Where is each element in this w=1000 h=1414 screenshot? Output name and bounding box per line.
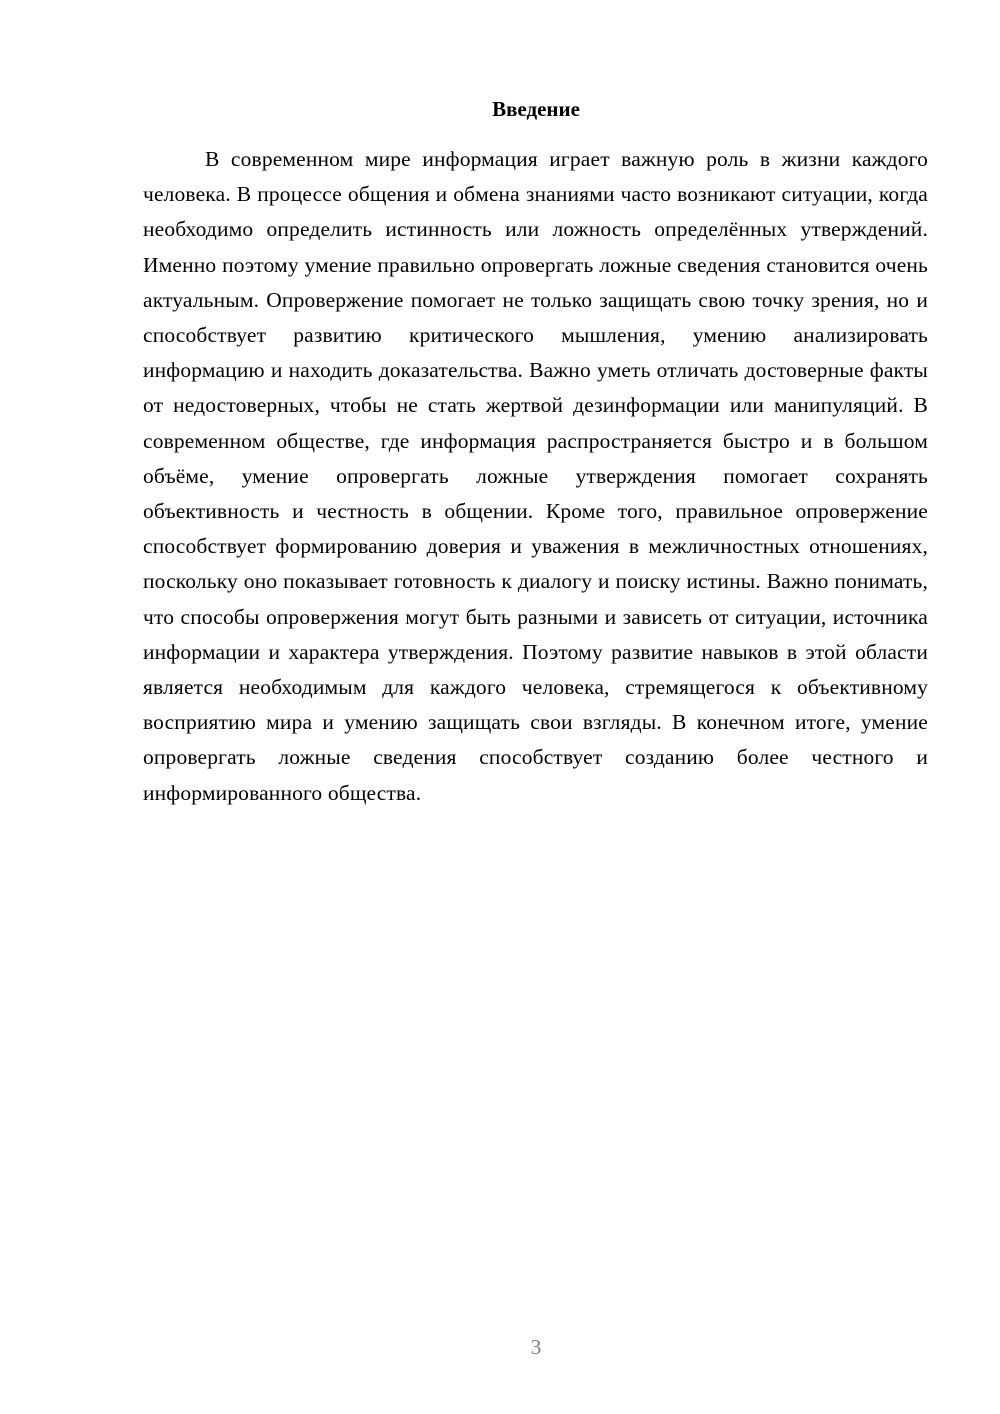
page-number: 3 — [530, 1335, 542, 1359]
body-paragraph: В современном мире информация играет важную роль в жизни каждого человека. В процессе общения и обмена знаниями часто возникают ситуации, когда необходимо определить истинность или ложность определённых утверждений. Именно поэтому умение правильно опровергать ложные сведения становится очень актуальным. Опровержение помогает не только защищать свою точку зрения, но и способствует развитию критического мышления, умению анализировать информацию и находить доказательства. Важно уметь отличать достоверные факты от недостоверных, чтобы не стать жертвой дезинформации или манипуляций. В современном обществе, где информация распространяется быстро и в большом объёме, умение опровергать ложные утверждения помогает сохранять объективность и честность в общении. Кроме того, правильное опровержение способствует формированию доверия и уважения в межличностных отношениях, поскольку оно показывает готовность к диалогу и поиску истины. Важно понимать, что способы опровержения могут быть разными и зависеть от ситуации, источника информации и характера утверждения. Поэтому развитие навыков в этой области является необходимым для каждого человека, стремящегося к объективному восприятию мира и умению защищать свои взгляды. В конечном итоге, умение опровергать ложные сведения способствует созданию более честного и информированного общества. — [143, 147, 928, 805]
section-title: Введение — [492, 97, 580, 121]
